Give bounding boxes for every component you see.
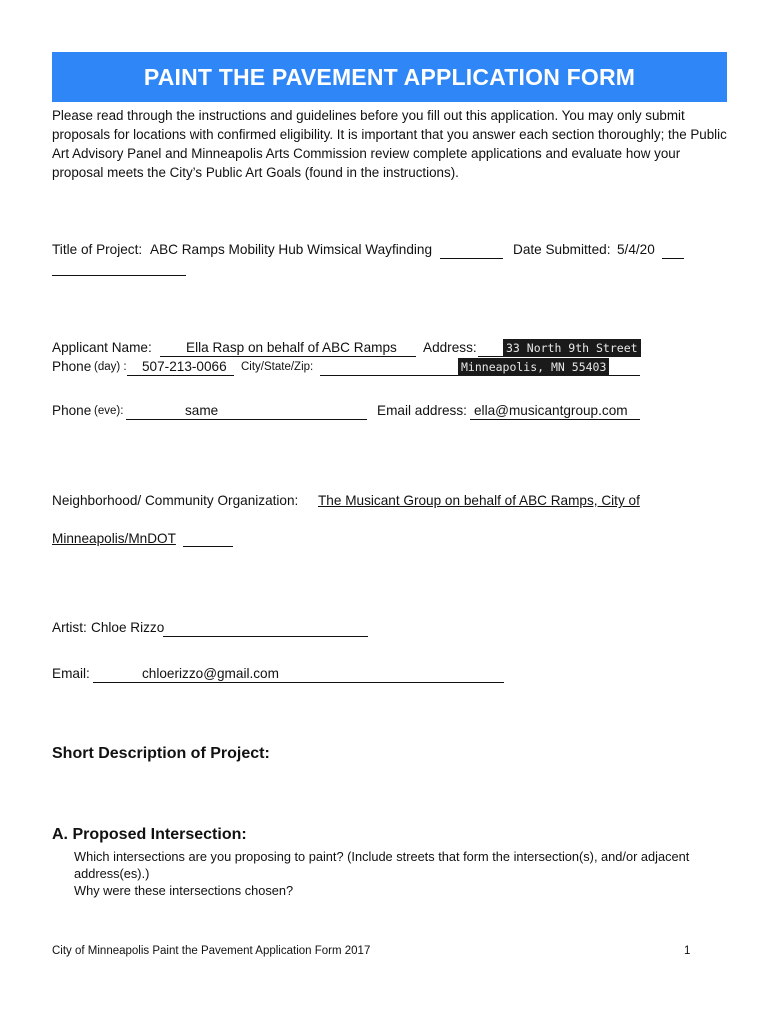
title-continuation-line (52, 275, 186, 276)
neighborhood-underline (183, 546, 233, 547)
applicant-name-underline (160, 356, 416, 357)
city-state-zip-label: City/State/Zip: (241, 361, 314, 373)
date-submitted-value[interactable]: 5/4/20 (617, 242, 655, 257)
date-submitted-label: Date Submitted: (513, 242, 611, 257)
applicant-name-label: Applicant Name: (52, 340, 152, 355)
address-label: Address: (423, 340, 477, 355)
neighborhood-value-line1[interactable]: The Musicant Group on behalf of ABC Ramps, City of (318, 493, 640, 508)
project-title-underline (440, 258, 503, 259)
project-title-value[interactable]: ABC Ramps Mobility Hub Wimsical Wayfinding (150, 242, 433, 257)
artist-email-underline (93, 682, 504, 683)
neighborhood-label: Neighborhood/ Community Organization: (52, 493, 299, 508)
email-address-underline (470, 419, 640, 420)
short-description-heading: Short Description of Project: (52, 745, 270, 762)
address-value[interactable]: 33 North 9th Street (503, 339, 641, 357)
section-a-question-line1: Which intersections are you proposing to paint? (Include streets that form the intersection(s), and/or adjacent (74, 849, 690, 864)
date-underline (662, 258, 684, 259)
page-number: 1 (684, 945, 691, 957)
artist-label: Artist: (52, 620, 87, 635)
artist-underline (163, 636, 368, 637)
form-title-banner (52, 52, 727, 102)
section-a-heading: A. Proposed Intersection: (52, 826, 247, 843)
city-state-zip-value[interactable]: Minneapolis, MN 55403 (458, 358, 609, 376)
section-a-question-line3: Why were these intersections chosen? (74, 883, 294, 898)
section-a-question-line2: address(es).) (74, 866, 150, 881)
artist-email-label: Email: (52, 666, 90, 681)
neighborhood-value-line2[interactable]: Minneapolis/MnDOT (52, 531, 176, 546)
phone-eve-qualifier: (eve): (94, 405, 124, 417)
intro-paragraph: Please read through the instructions and guidelines before you fill out this application. You may only submit proposals for locations with confirmed eligibility. It is important that you answer each section thoroughly; the Public Art Advisory Panel and Minneapolis Arts Commission review complete applications and evaluate how your proposal meets the City’s Public Art Goals (found in the instructions). (52, 108, 727, 180)
phone-day-qualifier: (day) : (94, 361, 127, 373)
phone-day-underline (127, 375, 234, 376)
artist-value[interactable]: Chloe Rizzo (91, 620, 165, 635)
footer-text: City of Minneapolis Paint the Pavement Application Form 2017 (52, 945, 371, 957)
phone-eve-value[interactable]: same (185, 403, 219, 418)
email-address-label: Email address: (377, 403, 467, 418)
form-title: PAINT THE PAVEMENT APPLICATION FORM (143, 63, 636, 90)
applicant-name-value[interactable]: Ella Rasp on behalf of ABC Ramps (186, 340, 397, 355)
phone-day-label: Phone (52, 359, 92, 374)
artist-email-value[interactable]: chloerizzo@gmail.com (142, 666, 279, 681)
phone-eve-underline (126, 419, 367, 420)
email-address-value[interactable]: ella@musicantgroup.com (474, 403, 628, 418)
phone-eve-label: Phone (52, 403, 92, 418)
project-title-label: Title of Project: (52, 242, 143, 257)
phone-day-value[interactable]: 507-213-0066 (142, 359, 227, 374)
